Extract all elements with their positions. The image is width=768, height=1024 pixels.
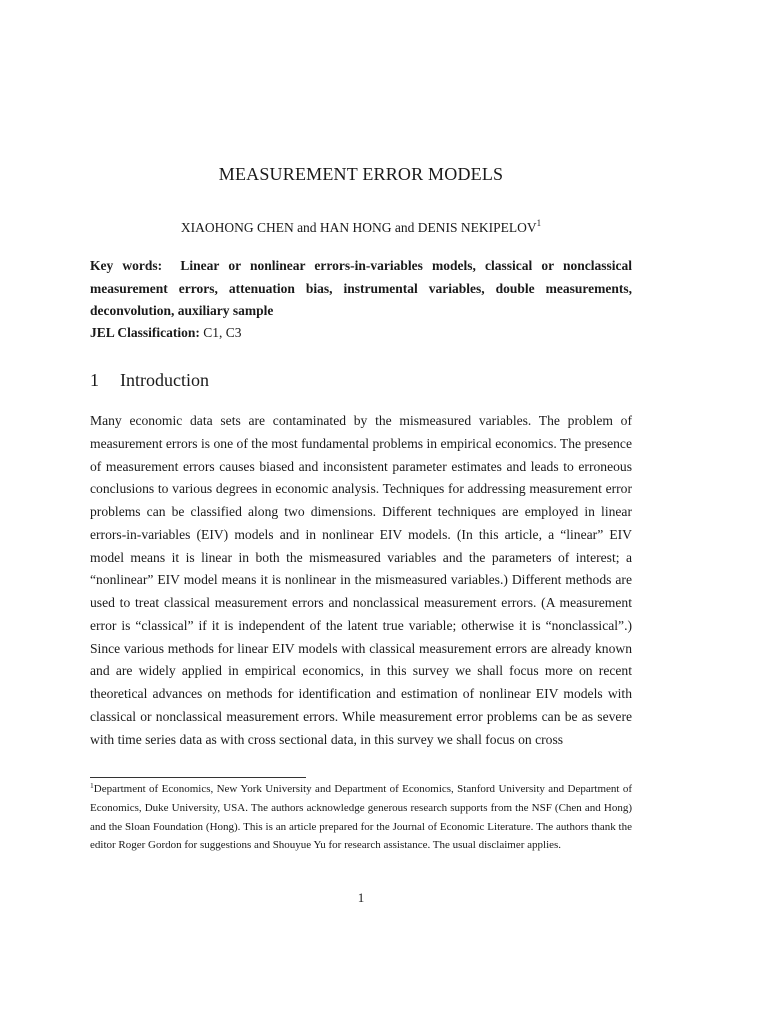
section-heading [90,370,632,391]
keywords-label: Key words: [90,258,163,273]
author-line [90,220,632,236]
footnote-marker: 1 [90,781,94,790]
paper-title: MEASUREMENT ERROR MODELS [218,164,504,184]
keywords-text: Linear or nonlinear errors-in-variables models, classical or nonclassical measurement errors, attenuation bias, instrumental variables, double measurements, deconvolution, auxiliary sample [90,258,633,319]
author-footnote-marker: 1 [536,218,542,228]
author-names: XIAOHONG CHEN and HAN HONG and DENIS NEKIPELOV [180,220,537,235]
section-title: Introduction [120,370,209,390]
keywords-block [90,255,632,323]
jel-label: JEL Classification: [90,325,200,340]
body-paragraph: Many economic data sets are contaminated by the mismeasured variables. The problem of measurement errors is one of the most fundamental problems in empirical economics. The presence of measurement errors causes biased and inconsistent parameter estimates and leads to erroneous conclusions to various degrees in economic analysis. Techniques for addressing measurement error problems can be classified along two dimensions. Different techniques are employed in linear errors-in-variables (EIV) models and in nonlinear EIV models. (In this article, a “linear” EIV model means it is linear in both the mismeasured variables and the parameters of interest; a “nonlinear” EIV model means it is nonlinear in the mismeasured variables.) Different methods are used to treat classical measurement errors and nonclassical measurement errors. (A measurement error is “classical” if it is independent of the latent true variable; otherwise it is “nonclassical”.) Since various methods for linear EIV models with classical measurement errors are already known and are widely applied in empirical economics, in this survey we shall focus more on recent theoretical advances on methods for identification and estimation of nonlinear EIV models with classical or nonclassical measurement errors. While measurement error problems can be as severe with time series data as with cross sectional data, in this survey we shall focus on cross [90,413,632,747]
footnote-divider [90,777,306,778]
section-number: 1 [90,370,99,390]
jel-codes: C1, C3 [203,325,242,340]
footnote [90,780,632,855]
jel-classification [90,322,632,344]
footnote-text: Department of Economics, New York University and Department of Economics, Stanford University and Department of Economics, Duke University, USA. The authors acknowledge generous research supports from the NSF (Chen and Hong) and the Sloan Foundation (Hong). This is an article prepared for the Journal of Economic Literature. The authors thank the editor Roger Gordon for suggestions and Shouyue Yu for research assistance. The usual disclaimer applies. [90,783,632,852]
page-number: 1 [357,890,365,905]
